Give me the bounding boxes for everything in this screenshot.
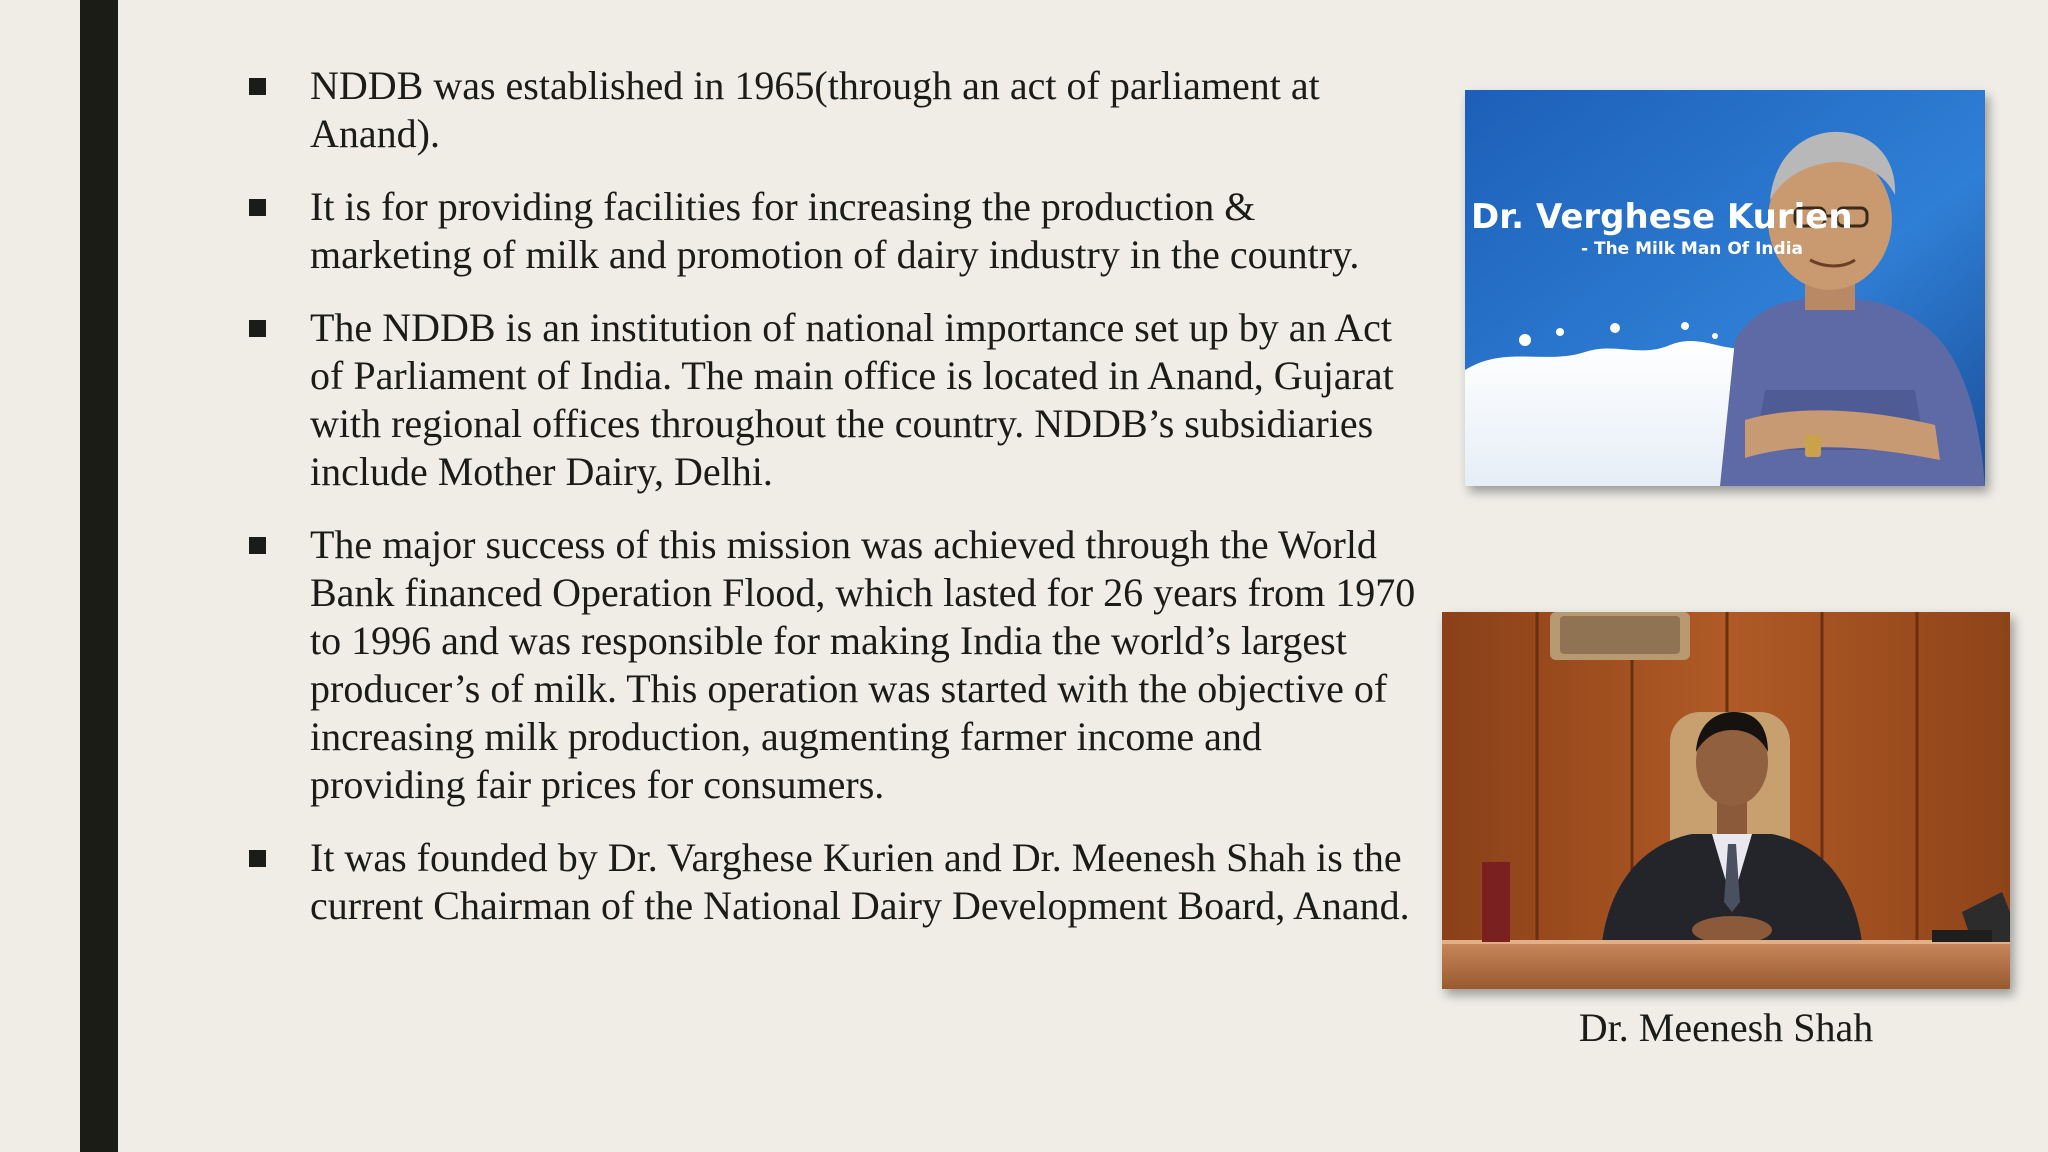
square-bullet-icon xyxy=(249,537,266,554)
bullet-list xyxy=(246,62,1416,955)
bullet-text: It is for providing facilities for increasing the production & marketing of milk and promotion of dairy industry in the country. xyxy=(310,184,1360,277)
banner-title: Dr. Verghese Kurien xyxy=(1471,197,1853,237)
bullet-item xyxy=(246,62,1416,158)
shah-office-image xyxy=(1442,612,2010,989)
bullet-text: The major success of this mission was achieved through the World Bank financed Operation Flood, which lasted for 26 years from 1970 to 1996 and was responsible for making India the world’s largest producer’s of milk. This operation was started with the objective of increasing milk production, augmenting farmer income and providing fair prices for consumers. xyxy=(310,522,1416,807)
bullet-item xyxy=(246,521,1416,809)
bullet-text: The NDDB is an institution of national importance set up by an Act of Parliament of India. The main office is located in Anand, Gujarat with regional offices throughout the country. NDDB’s subsidiaries include Mother Dairy, Delhi. xyxy=(310,305,1394,494)
bullet-item xyxy=(246,304,1416,496)
square-bullet-icon xyxy=(249,78,266,95)
bullet-item xyxy=(246,834,1416,930)
bullet-text: NDDB was established in 1965(through an act of parliament at Anand). xyxy=(310,63,1320,156)
shah-photo-caption: Dr. Meenesh Shah xyxy=(1578,1005,1874,1050)
banner-subtitle: - The Milk Man Of India xyxy=(1581,239,1803,259)
bullet-item xyxy=(246,183,1416,279)
bullet-text: It was founded by Dr. Varghese Kurien and Dr. Meenesh Shah is the current Chairman of the National Dairy Development Board, Anand. xyxy=(310,835,1410,928)
kurien-photo xyxy=(1465,90,1985,486)
square-bullet-icon xyxy=(249,320,266,337)
square-bullet-icon xyxy=(249,850,266,867)
shah-photo xyxy=(1442,612,2010,989)
square-bullet-icon xyxy=(249,199,266,216)
kurien-banner-image xyxy=(1465,90,1985,486)
left-accent-bar xyxy=(80,0,118,1152)
